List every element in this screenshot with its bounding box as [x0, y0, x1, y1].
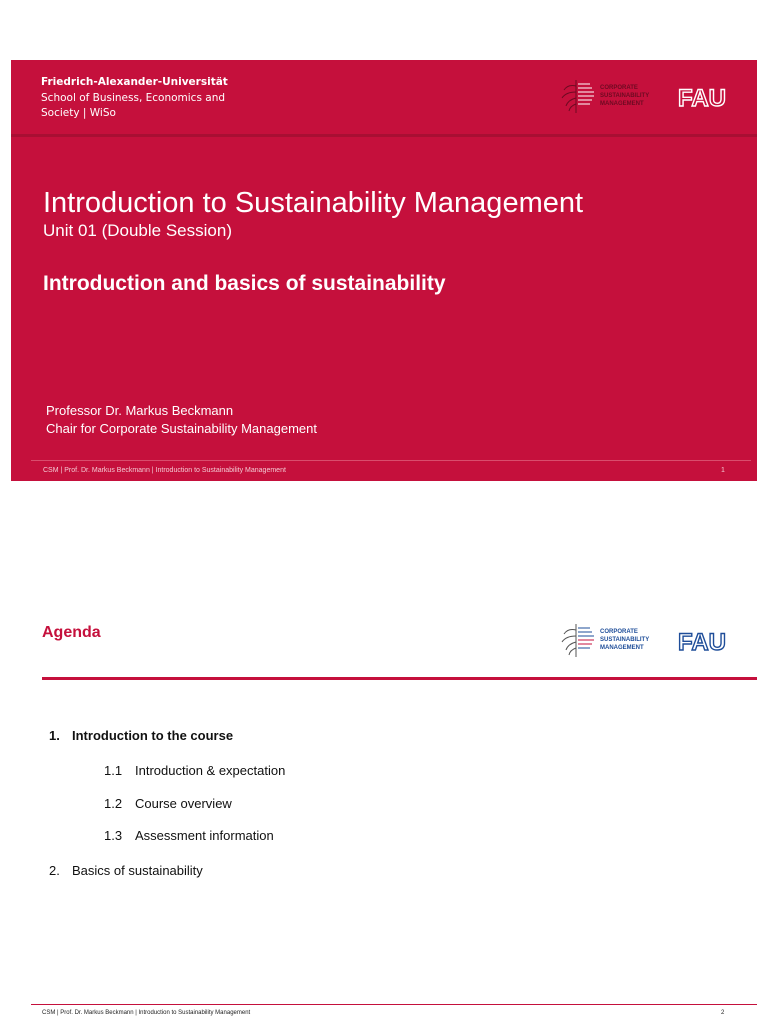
agenda-subitem	[104, 763, 285, 778]
logo-line-1: CORPORATE	[600, 85, 638, 91]
agenda-item-number: 2.	[49, 863, 60, 878]
agenda-item-label: Introduction & expectation	[135, 763, 286, 778]
presentation-subtitle: Introduction and basics of sustainability	[43, 272, 446, 295]
agenda-item-label: Introduction to the course	[72, 728, 234, 743]
agenda-item	[49, 863, 203, 878]
agenda-item-number: 1.1	[104, 763, 123, 778]
footer-divider	[31, 460, 751, 461]
agenda-item-label: Assessment information	[135, 828, 274, 843]
agenda-slide	[11, 540, 757, 1024]
slide-footer: CSM | Prof. Dr. Markus Beckmann | Introduction to Sustainability Management	[43, 467, 286, 474]
logo-line-1: CORPORATE	[600, 629, 638, 635]
agenda-item-number: 1.2	[104, 796, 123, 811]
university-name: Friedrich-Alexander-Universität	[41, 76, 228, 88]
fau-logo-text: FAU	[678, 629, 726, 656]
agenda-item-number: 1.3	[104, 828, 123, 843]
csm-fau-logo	[556, 620, 746, 660]
chair-name: Chair for Corporate Sustainability Management	[46, 421, 317, 436]
tree-icon	[562, 624, 594, 657]
page-number: 1	[721, 467, 725, 474]
unit-label: Unit 01 (Double Session)	[43, 221, 232, 240]
presenter-info	[46, 402, 317, 438]
agenda-item-label: Course overview	[135, 796, 232, 811]
school-name	[41, 91, 241, 121]
csm-fau-logo	[556, 76, 746, 116]
tree-icon	[562, 80, 594, 113]
logo-line-2: SUSTAINABILITY	[600, 93, 650, 99]
agenda-item	[49, 728, 233, 743]
presentation-title: Introduction to Sustainability Management	[43, 187, 584, 219]
logo-line-3: MANAGEMENT	[600, 645, 644, 651]
agenda-title: Agenda	[42, 624, 101, 641]
logo-line-3: MANAGEMENT	[600, 101, 644, 107]
agenda-item-label: Basics of sustainability	[72, 863, 203, 878]
school-line-1: School of Business, Economics and	[41, 92, 226, 104]
logo-line-2: SUSTAINABILITY	[600, 637, 650, 643]
school-line-2: Society | WiSo	[41, 107, 116, 119]
header-divider	[11, 134, 757, 137]
footer-divider	[31, 1004, 757, 1005]
title-slide	[11, 60, 757, 481]
agenda-subitem	[104, 828, 274, 843]
agenda-subitem	[104, 796, 232, 811]
slide-footer: CSM | Prof. Dr. Markus Beckmann | Introduction to Sustainability Management	[42, 1010, 251, 1016]
fau-logo-text: FAU	[678, 85, 726, 112]
agenda-item-number: 1.	[49, 728, 60, 743]
professor-name: Professor Dr. Markus Beckmann	[46, 403, 234, 418]
page-number: 2	[721, 1010, 725, 1016]
header-divider	[42, 677, 757, 680]
